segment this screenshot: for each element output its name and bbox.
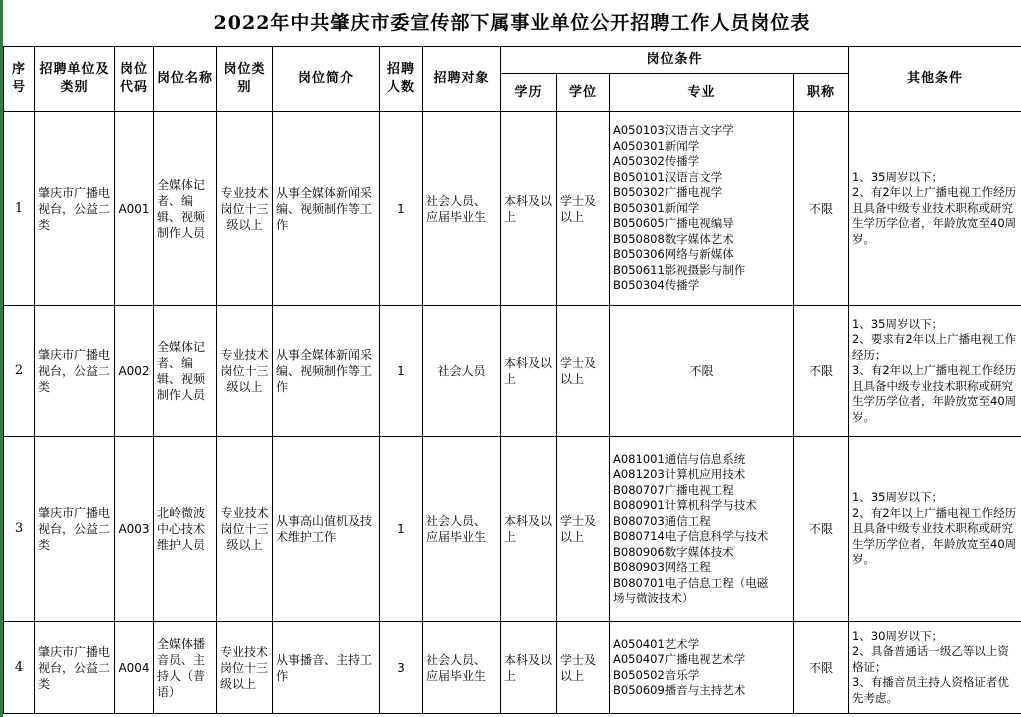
cell-title-req: 不限: [794, 306, 849, 437]
cell-seq: 3: [4, 437, 35, 622]
cell-other: [849, 622, 1021, 714]
major-item: B050609播音与主持艺术: [613, 683, 746, 697]
header-name: 岗位名称: [154, 47, 217, 112]
cell-major: [610, 112, 794, 306]
cell-unit: 肇庆市广播电视台，公益二类: [35, 112, 115, 306]
major-item: B080714电子信息科学与技术: [613, 529, 769, 543]
cell-code: A002: [115, 306, 154, 437]
cell-major: [610, 622, 794, 714]
cell-title-req: 不限: [794, 437, 849, 622]
header-title-req: 职称: [794, 74, 849, 112]
cell-count: 1: [380, 306, 423, 437]
major-item: B050101汉语言文学: [613, 169, 723, 184]
cell-code: A004: [115, 622, 154, 714]
cell-name: 北岭微波中心技术维护人员: [154, 437, 217, 622]
major-item: B050306网络与新媒体: [613, 247, 734, 262]
major-item: B080701电子信息工程（电磁: [613, 575, 769, 590]
other-item: 1、35周岁以下；: [852, 316, 943, 331]
major-item: B050301新闻学: [613, 200, 700, 215]
major-item: B050304传播学: [613, 278, 700, 293]
major-item: B050302广播电视学: [613, 185, 723, 200]
other-item: 1、35周岁以下；: [852, 169, 943, 184]
cell-degree: 学士及以上: [557, 622, 610, 714]
header-intro: 岗位简介: [273, 47, 380, 112]
cell-major: 不限: [610, 306, 794, 437]
other-item: 3、有播音员主持人资格证者优先考虑。: [852, 675, 1009, 705]
cell-education: 本科及以上: [501, 622, 557, 714]
major-item: B080703通信工程: [613, 513, 711, 528]
cell-other: [849, 112, 1021, 306]
cell-education: 本科及以上: [501, 437, 557, 622]
major-item: B080707广播电视工程: [613, 482, 734, 497]
other-item: 2、具备普通话一级乙等以上资格证；: [852, 644, 1009, 674]
header-other: 其他条件: [849, 47, 1021, 112]
major-item: B080903网络工程: [613, 560, 711, 574]
cell-target: 社会人员、应届毕业生: [423, 622, 501, 714]
header-target: 招聘对象: [423, 47, 501, 112]
other-item: 2、要求有2年以上广播电视工作经历；: [852, 332, 1017, 362]
cell-education: 本科及以上: [501, 112, 557, 306]
cell-seq: 1: [4, 112, 35, 306]
cell-degree: 学士及以上: [557, 306, 610, 437]
header-conditions: 岗位条件: [501, 47, 849, 74]
cell-target: 社会人员: [423, 306, 501, 437]
position-table: [3, 46, 1021, 714]
cell-intro: 从事播音、主持工作: [273, 622, 380, 714]
cell-name: 全媒体记者、编辑、视频制作人员: [154, 306, 217, 437]
cell-degree: 学士及以上: [557, 112, 610, 306]
cell-degree: 学士及以上: [557, 437, 610, 622]
header-major: 专业: [610, 74, 794, 112]
header-seq: 序号: [4, 47, 35, 112]
major-item: A050301新闻学: [613, 138, 700, 153]
cell-name: 全媒体记者、编辑、视频制作人员: [154, 112, 217, 306]
major-item: A081001通信与信息系统: [613, 451, 746, 466]
major-item: A081203计算机应用技术: [613, 467, 746, 481]
table-row: [4, 622, 1021, 714]
other-item: 1、35周岁以下；: [852, 490, 943, 505]
cell-intro: 从事全媒体新闻采编、视频制作等工作: [273, 112, 380, 306]
cell-unit: 肇庆市广播电视台，公益二类: [35, 306, 115, 437]
page-title: 2022年中共肇庆市委宣传部下属事业单位公开招聘工作人员岗位表: [213, 12, 811, 34]
cell-target: 社会人员、应届毕业生: [423, 112, 501, 306]
cell-code: A001: [115, 112, 154, 306]
major-item: B080901计算机科学与技术: [613, 498, 757, 512]
other-item: 2、有2年以上广播电视工作经历且具备中级专业技术职称或研究生学历学位者，年龄放宽至40周岁。: [852, 505, 1017, 567]
header-unit: 招聘单位及类别: [35, 47, 115, 112]
major-item: 场与微波技术）: [613, 591, 694, 605]
table-row: [4, 306, 1021, 437]
cell-seq: 4: [4, 622, 35, 714]
table-row: [4, 437, 1021, 622]
major-item: B050605广播电视编导: [613, 216, 734, 231]
header-education: 学历: [501, 74, 557, 112]
cell-category: 专业技术岗位十三级以上: [217, 622, 273, 714]
cell-title-req: 不限: [794, 622, 849, 714]
cell-unit: 肇庆市广播电视台，公益二类: [35, 622, 115, 714]
cell-other: [849, 306, 1021, 437]
cell-count: 1: [380, 437, 423, 622]
major-item: A050302传播学: [613, 154, 700, 169]
major-item: A050401艺术学: [613, 636, 700, 651]
cell-title-req: 不限: [794, 112, 849, 306]
cell-category: 专业技术岗位十三级以上: [217, 306, 273, 437]
cell-count: 1: [380, 112, 423, 306]
major-item: A050103汉语言文字学: [613, 123, 734, 138]
cell-intro: 从事高山值机及技术维护工作: [273, 437, 380, 622]
major-item: B050502音乐学: [613, 667, 700, 682]
table-row: [4, 112, 1021, 306]
cell-major: [610, 437, 794, 622]
cell-code: A003: [115, 437, 154, 622]
header-count: 招聘人数: [380, 47, 423, 112]
other-item: 2、有2年以上广播电视工作经历且具备中级专业技术职称或研究生学历学位者，年龄放宽至40周岁。: [852, 185, 1017, 246]
cell-education: 本科及以上: [501, 306, 557, 437]
cell-unit: 肇庆市广播电视台，公益二类: [35, 437, 115, 622]
major-item: B050808数字媒体艺术: [613, 231, 734, 246]
cell-intro: 从事全媒体新闻采编、视频制作等工作: [273, 306, 380, 437]
header-code: 岗位代码: [115, 47, 154, 112]
cell-target: 社会人员、应届毕业生: [423, 437, 501, 622]
header-category: 岗位类别: [217, 47, 273, 112]
cell-category: 专业技术岗位十三级以上: [217, 437, 273, 622]
major-item: A050407广播电视艺术学: [613, 652, 746, 666]
cell-other: [849, 437, 1021, 622]
cell-name: 全媒体播音员、主持人（普语）: [154, 622, 217, 714]
cell-count: 3: [380, 622, 423, 714]
other-item: 3、有2年以上广播电视工作经历且具备中级专业技术职称或研究生学历学位者，年龄放宽至40周岁。: [852, 363, 1017, 424]
cell-seq: 2: [4, 306, 35, 437]
header-degree: 学位: [557, 74, 610, 112]
cell-category: 专业技术岗位十三级以上: [217, 112, 273, 306]
other-item: 1、30周岁以下；: [852, 628, 943, 643]
major-item: B050611影视摄影与制作: [613, 262, 746, 277]
major-item: B080906数字媒体技术: [613, 544, 734, 559]
